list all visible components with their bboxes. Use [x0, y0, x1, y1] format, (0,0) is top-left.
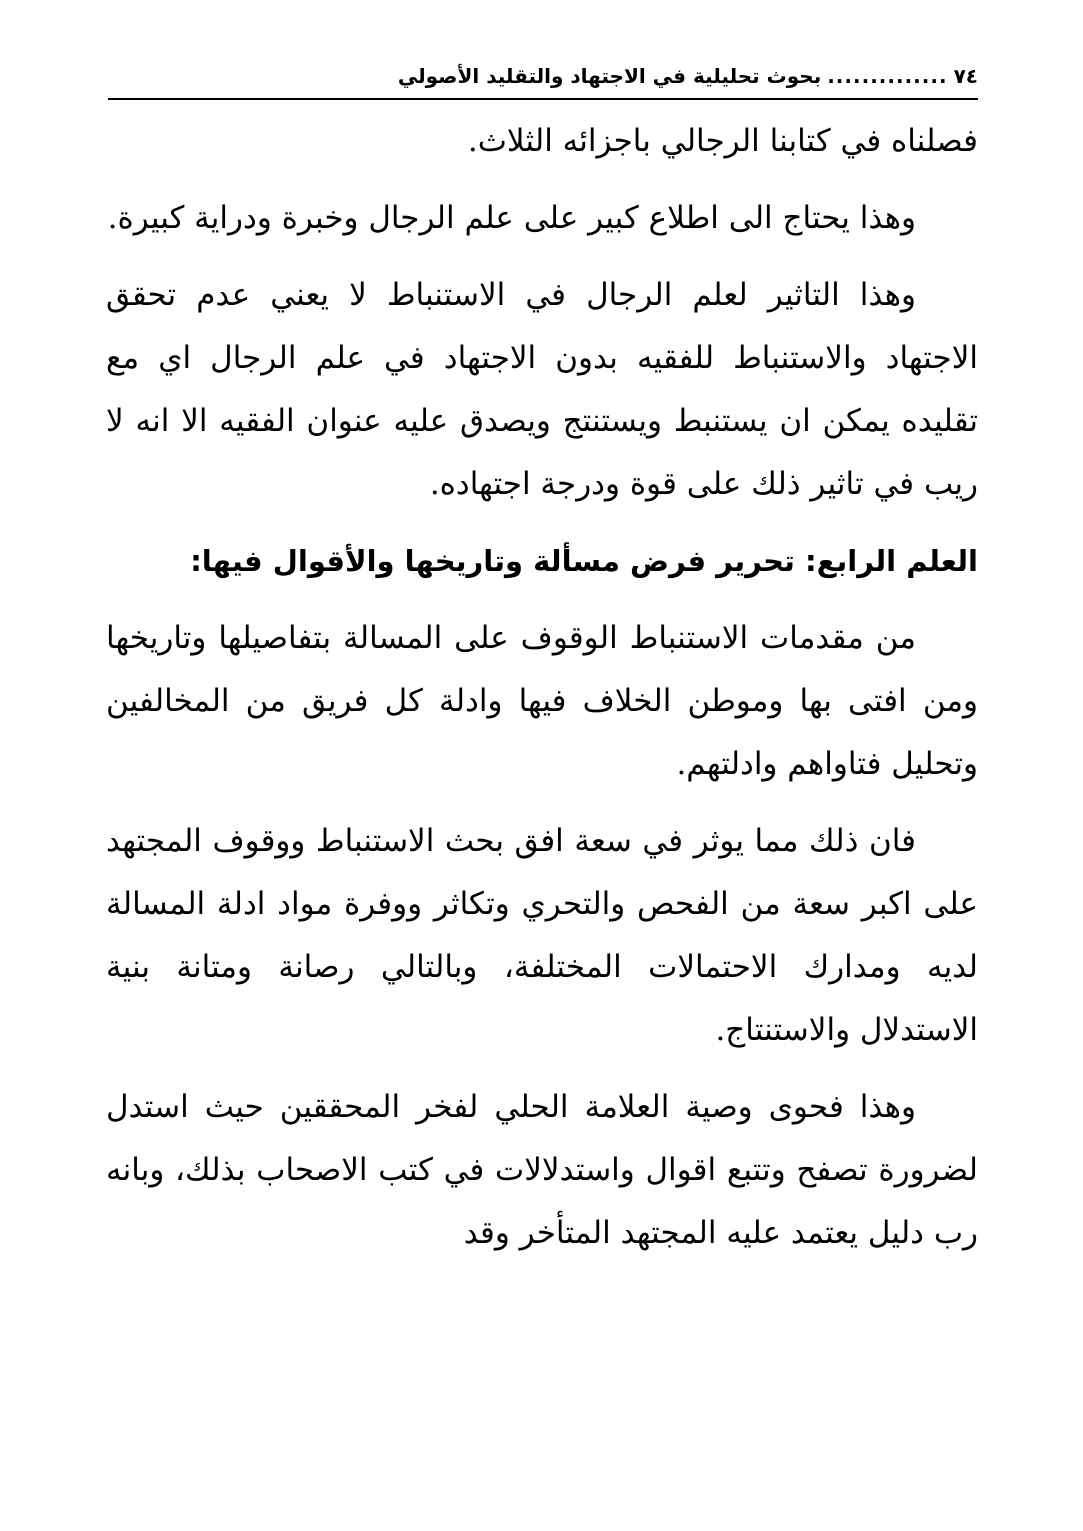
page-number: ٧٤ [953, 64, 978, 88]
paragraph: وهذا التاثير لعلم الرجال في الاستنباط لا يعني عدم تحقق الاجتهاد والاستنباط للفقيه بدون الاجتهاد في علم الرجال اي مع تقليده يمكن ان يستنبط ويستنتج ويصدق عليه عنوان الفقيه الا انه لا ريب في تاثير ذلك على قوة ودرجة اجتهاده. [106, 277, 978, 502]
header-leader-dots: .............. [827, 64, 948, 88]
section-heading: العلم الرابع: تحرير فرض مسألة وتاريخها والأقوال فيها: [190, 544, 978, 578]
page-body [106, 110, 978, 1279]
paragraph-continuation: فصلناه في كتابنا الرجالي باجزائه الثلاث. [467, 123, 978, 159]
paragraph: وهذا فحوى وصية العلامة الحلي لفخر المحققين حيث استدل لضرورة تصفح وتتبع اقوال واستدلالات في كتب الاصحاب بذلك، وبانه رب دليل يعتمد عليه المجتهد المتأخر وقد [106, 1089, 978, 1251]
paragraph: فان ذلك مما يوثر في سعة افق بحث الاستنباط ووقوف المجتهد على اكبر سعة من الفحص والتحري وتكاثر ووفرة مواد ادلة المسالة لديه ومدارك الاحتمالات المختلفة، وبالتالي رصانة ومتانة بنية الاستدلال والاستنتاج. [106, 823, 978, 1048]
running-title: بحوث تحليلية في الاجتهاد والتقليد الأصولي [397, 64, 822, 88]
paragraph: من مقدمات الاستنباط الوقوف على المسالة بتفاصيلها وتاريخها ومن افتى بها وموطن الخلاف فيها وادلة كل فريق من المخالفين وتحليل فتاواهم وادلتهم. [106, 620, 978, 782]
header-rule [108, 98, 978, 100]
running-header [108, 56, 978, 96]
paragraph: وهذا يحتاج الى اطلاع كبير على علم الرجال وخبرة ودراية كبيرة. [107, 200, 916, 236]
